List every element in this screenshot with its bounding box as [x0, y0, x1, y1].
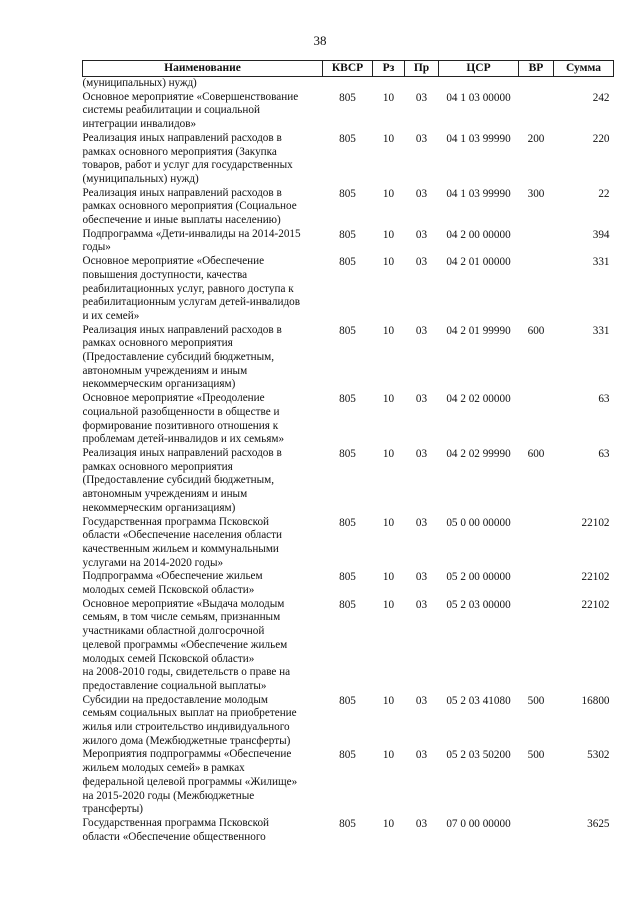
- cell-pr-text: 03: [415, 749, 428, 762]
- cell-pr: [405, 228, 439, 255]
- cell-sum-text: 331: [592, 324, 610, 337]
- cell-pr-text: 03: [415, 228, 428, 241]
- cell-rz: [373, 392, 405, 447]
- cell-rz-text: 10: [382, 187, 395, 200]
- cell-kvsr-text: 805: [339, 571, 356, 584]
- cell-csr: [439, 77, 519, 91]
- cell-rz: [373, 77, 405, 91]
- cell-vr-text: 600: [527, 447, 545, 460]
- cell-kvsr-text: 805: [339, 598, 356, 611]
- cell-sum-text: 22102: [581, 516, 610, 529]
- cell-vr: [519, 132, 554, 187]
- cell-kvsr-text: 805: [339, 132, 356, 145]
- cell-pr-text: 03: [415, 817, 428, 830]
- cell-csr: [439, 447, 519, 516]
- cell-sum: [554, 748, 614, 817]
- table-row: [83, 255, 614, 324]
- cell-sum-text: 3625: [587, 817, 610, 830]
- cell-pr: [405, 324, 439, 393]
- cell-kvsr-text: 805: [339, 516, 356, 529]
- cell-csr-text: 04 1 03 00000: [446, 91, 511, 104]
- table-row: [83, 392, 614, 447]
- table-row: [83, 447, 614, 516]
- table-row: [83, 228, 614, 255]
- cell-vr-text: 300: [527, 187, 545, 200]
- cell-pr: [405, 748, 439, 817]
- cell-sum-text: 63: [598, 393, 610, 406]
- cell-csr: [439, 392, 519, 447]
- cell-sum-text: 22: [598, 187, 610, 200]
- table-row: [83, 324, 614, 393]
- cell-name-text: Основное мероприятие «Обеспечение повышения доступности, качества реабилитационных услуг, равного доступа к реабилитационным услугам детей-инвалидов и их семей»: [82, 255, 301, 322]
- cell-pr: [405, 187, 439, 228]
- cell-pr-text: 03: [415, 598, 428, 611]
- budget-table: [82, 60, 614, 844]
- table-header-row: [83, 61, 614, 77]
- cell-rz: [373, 447, 405, 516]
- cell-rz: [373, 748, 405, 817]
- cell-rz-text: 10: [382, 324, 395, 337]
- cell-csr: [439, 817, 519, 844]
- cell-kvsr: [323, 77, 373, 91]
- cell-name-text: Реализация иных направлений расходов в рамках основного мероприятия (Социальное обеспечение и иные выплаты населению): [82, 186, 297, 227]
- cell-vr: [519, 447, 554, 516]
- cell-csr-text: 05 2 03 41080: [446, 694, 511, 707]
- cell-csr-text: 04 1 03 99990: [446, 132, 511, 145]
- cell-rz: [373, 516, 405, 571]
- cell-rz: [373, 91, 405, 132]
- cell-pr: [405, 570, 439, 597]
- cell-csr: [439, 570, 519, 597]
- cell-name-text: Основное мероприятие «Выдача молодым семьям, в том числе семьям, признанным участниками областной долгосрочной целевой программы «Обеспечение жильем молодых семей Псковской области» на 2008-2010 годы, свидетельств о праве на предоставление социальной выплаты»: [82, 597, 291, 692]
- cell-name-text: Мероприятия подпрограммы «Обеспечение жильем молодых семей» в рамках федеральной целевой программы «Жилище» на 2015-2020 годы (Межбюджетные трансферты): [82, 748, 298, 816]
- cell-rz-text: 10: [382, 447, 395, 460]
- table-row: [83, 694, 614, 749]
- header-rz: Рз: [373, 61, 405, 77]
- cell-rz: [373, 817, 405, 844]
- cell-rz-text: 10: [382, 749, 395, 762]
- cell-sum: [554, 570, 614, 597]
- cell-sum-text: 63: [598, 447, 610, 460]
- table-row: [83, 516, 614, 571]
- cell-sum-text: 331: [592, 256, 610, 269]
- cell-vr: [519, 570, 554, 597]
- cell-vr: [519, 255, 554, 324]
- cell-rz: [373, 255, 405, 324]
- table-body: [83, 77, 614, 845]
- cell-vr-text: 500: [527, 694, 545, 707]
- header-pr: Пр: [405, 61, 439, 77]
- cell-kvsr: [323, 255, 373, 324]
- cell-sum: [554, 516, 614, 571]
- cell-sum: [554, 77, 614, 91]
- cell-name: [83, 817, 323, 844]
- cell-kvsr-text: 805: [339, 694, 356, 707]
- cell-name-text: Государственная программа Псковской области «Обеспечение общественного: [82, 816, 270, 843]
- cell-csr-text: 07 0 00 00000: [446, 817, 511, 830]
- cell-kvsr: [323, 598, 373, 694]
- cell-vr: [519, 694, 554, 749]
- cell-pr-text: 03: [415, 571, 428, 584]
- cell-csr: [439, 187, 519, 228]
- cell-name: [83, 228, 323, 255]
- cell-csr-text: 04 1 03 99990: [446, 187, 511, 200]
- cell-pr: [405, 516, 439, 571]
- cell-csr-text: 04 2 02 00000: [446, 393, 511, 406]
- cell-name: [83, 570, 323, 597]
- cell-name-text: Реализация иных направлений расходов в рамках основного мероприятия (Предоставление субсидий бюджетным, автономным учреждениям и иным некоммерческим организациям): [82, 323, 282, 391]
- cell-rz: [373, 187, 405, 228]
- cell-name: [83, 132, 323, 187]
- cell-csr: [439, 516, 519, 571]
- cell-kvsr-text: 805: [339, 447, 356, 460]
- cell-pr: [405, 392, 439, 447]
- cell-sum: [554, 598, 614, 694]
- cell-name: [83, 187, 323, 228]
- cell-pr-text: 03: [415, 447, 428, 460]
- table-row: [83, 748, 614, 817]
- cell-sum: [554, 91, 614, 132]
- cell-pr: [405, 817, 439, 844]
- cell-sum: [554, 255, 614, 324]
- cell-rz-text: 10: [382, 598, 395, 611]
- cell-kvsr: [323, 392, 373, 447]
- cell-csr: [439, 91, 519, 132]
- cell-sum-text: 220: [592, 132, 610, 145]
- cell-kvsr: [323, 570, 373, 597]
- header-sum: Сумма: [554, 61, 614, 77]
- cell-name-text: Реализация иных направлений расходов в рамках основного мероприятия (Закупка товаров, работ и услуг для государственных (муниципальных) нужд): [82, 131, 293, 185]
- cell-rz: [373, 570, 405, 597]
- cell-pr: [405, 132, 439, 187]
- cell-csr: [439, 255, 519, 324]
- cell-pr: [405, 77, 439, 91]
- cell-rz-text: 10: [382, 393, 395, 406]
- cell-rz-text: 10: [382, 694, 395, 707]
- cell-name: [83, 694, 323, 749]
- cell-sum: [554, 817, 614, 844]
- cell-name: [83, 392, 323, 447]
- cell-kvsr: [323, 187, 373, 228]
- cell-name: [83, 598, 323, 694]
- cell-name-text: Подпрограмма «Дети-инвалиды на 2014-2015 годы»: [82, 227, 301, 254]
- cell-csr-text: 05 2 03 00000: [446, 598, 511, 611]
- cell-vr: [519, 392, 554, 447]
- cell-sum: [554, 447, 614, 516]
- header-kvsr: КВСР: [323, 61, 373, 77]
- cell-vr: [519, 228, 554, 255]
- cell-kvsr: [323, 748, 373, 817]
- cell-rz: [373, 228, 405, 255]
- cell-sum: [554, 392, 614, 447]
- cell-sum: [554, 324, 614, 393]
- cell-vr: [519, 187, 554, 228]
- cell-name: [83, 77, 323, 91]
- header-vr: ВР: [519, 61, 554, 77]
- cell-sum-text: 394: [592, 228, 610, 241]
- cell-kvsr: [323, 516, 373, 571]
- cell-vr-text: 500: [527, 749, 545, 762]
- cell-sum-text: 22102: [581, 598, 610, 611]
- cell-pr-text: 03: [415, 694, 428, 707]
- cell-kvsr-text: 805: [339, 749, 356, 762]
- cell-name: [83, 447, 323, 516]
- cell-name-text: Государственная программа Псковской области «Обеспечение населения области качественным жильем и коммунальными услугами на 2014-2020 годы»: [82, 515, 283, 569]
- cell-kvsr: [323, 228, 373, 255]
- cell-csr-text: 05 2 00 00000: [446, 571, 511, 584]
- header-csr: ЦСР: [439, 61, 519, 77]
- cell-name-text: Субсидии на предоставление молодым семьям социальных выплат на приобретение жилья или строительство индивидуального жилого дома (Межбюджетные трансферты): [82, 693, 297, 747]
- cell-csr-text: 04 2 01 99990: [446, 324, 511, 337]
- cell-kvsr-text: 805: [339, 91, 356, 104]
- cell-vr: [519, 77, 554, 91]
- table-row: [83, 91, 614, 132]
- cell-pr: [405, 91, 439, 132]
- cell-pr-text: 03: [415, 393, 428, 406]
- cell-rz-text: 10: [382, 132, 395, 145]
- cell-pr-text: 03: [415, 91, 428, 104]
- cell-csr-text: 05 2 03 50200: [446, 749, 511, 762]
- cell-vr: [519, 91, 554, 132]
- cell-kvsr-text: 805: [339, 393, 356, 406]
- page-number: 38: [313, 33, 327, 48]
- cell-kvsr-text: 805: [339, 256, 356, 269]
- cell-rz: [373, 694, 405, 749]
- cell-rz-text: 10: [382, 571, 395, 584]
- cell-vr: [519, 598, 554, 694]
- cell-name: [83, 255, 323, 324]
- cell-vr: [519, 817, 554, 844]
- cell-csr-text: 04 2 01 00000: [446, 256, 511, 269]
- cell-name-text: Реализация иных направлений расходов в рамках основного мероприятия (Предоставление субсидий бюджетным, автономным учреждениям и иным некоммерческим организациям): [82, 446, 282, 514]
- cell-pr: [405, 694, 439, 749]
- cell-csr: [439, 228, 519, 255]
- cell-kvsr-text: 805: [339, 187, 356, 200]
- cell-sum: [554, 132, 614, 187]
- cell-sum: [554, 694, 614, 749]
- cell-rz: [373, 132, 405, 187]
- cell-vr-text: 200: [527, 132, 545, 145]
- cell-sum-text: 16800: [581, 694, 610, 707]
- cell-kvsr: [323, 91, 373, 132]
- cell-name: [83, 324, 323, 393]
- cell-rz-text: 10: [382, 817, 395, 830]
- cell-name-text: Основное мероприятие «Преодоление социальной разобщенности в обществе и формирование позитивного отношения к проблемам детей-инвалидов и их семьям»: [82, 392, 285, 446]
- table-row: [83, 77, 614, 91]
- cell-name: [83, 91, 323, 132]
- cell-name-text: Подпрограмма «Обеспечение жильем молодых семей Псковской области»: [82, 570, 263, 597]
- cell-vr-text: 600: [527, 324, 545, 337]
- cell-vr: [519, 324, 554, 393]
- cell-kvsr-text: 805: [339, 324, 356, 337]
- cell-rz-text: 10: [382, 516, 395, 529]
- cell-csr-text: 04 2 00 00000: [446, 228, 511, 241]
- cell-pr: [405, 598, 439, 694]
- cell-csr: [439, 748, 519, 817]
- cell-sum: [554, 228, 614, 255]
- table-row: [83, 598, 614, 694]
- table-row: [83, 187, 614, 228]
- cell-csr: [439, 598, 519, 694]
- cell-rz-text: 10: [382, 91, 395, 104]
- cell-sum-text: 242: [592, 91, 610, 104]
- cell-pr-text: 03: [415, 187, 428, 200]
- cell-kvsr: [323, 324, 373, 393]
- cell-name: [83, 748, 323, 817]
- cell-csr: [439, 132, 519, 187]
- cell-pr: [405, 255, 439, 324]
- table-row: [83, 132, 614, 187]
- cell-pr: [405, 447, 439, 516]
- cell-name-text: Основное мероприятие «Совершенствование системы реабилитации и социальной интеграции инвалидов»: [82, 90, 299, 131]
- cell-sum-text: 22102: [581, 571, 610, 584]
- cell-pr-text: 03: [415, 324, 428, 337]
- cell-vr: [519, 516, 554, 571]
- cell-kvsr: [323, 447, 373, 516]
- cell-pr-text: 03: [415, 516, 428, 529]
- header-name: Наименование: [83, 61, 323, 77]
- cell-pr-text: 03: [415, 132, 428, 145]
- cell-kvsr: [323, 817, 373, 844]
- cell-rz: [373, 598, 405, 694]
- cell-name: [83, 516, 323, 571]
- cell-pr-text: 03: [415, 256, 428, 269]
- cell-kvsr: [323, 694, 373, 749]
- cell-sum: [554, 187, 614, 228]
- cell-csr: [439, 694, 519, 749]
- table-row: [83, 570, 614, 597]
- cell-vr: [519, 748, 554, 817]
- cell-kvsr-text: 805: [339, 817, 356, 830]
- cell-name-text: (муниципальных) нужд): [82, 77, 197, 89]
- cell-sum-text: 5302: [587, 749, 610, 762]
- cell-kvsr: [323, 132, 373, 187]
- cell-csr-text: 04 2 02 99990: [446, 447, 511, 460]
- cell-rz-text: 10: [382, 256, 395, 269]
- table-row: [83, 817, 614, 844]
- cell-csr-text: 05 0 00 00000: [446, 516, 511, 529]
- cell-kvsr-text: 805: [339, 228, 356, 241]
- cell-csr: [439, 324, 519, 393]
- cell-rz-text: 10: [382, 228, 395, 241]
- cell-rz: [373, 324, 405, 393]
